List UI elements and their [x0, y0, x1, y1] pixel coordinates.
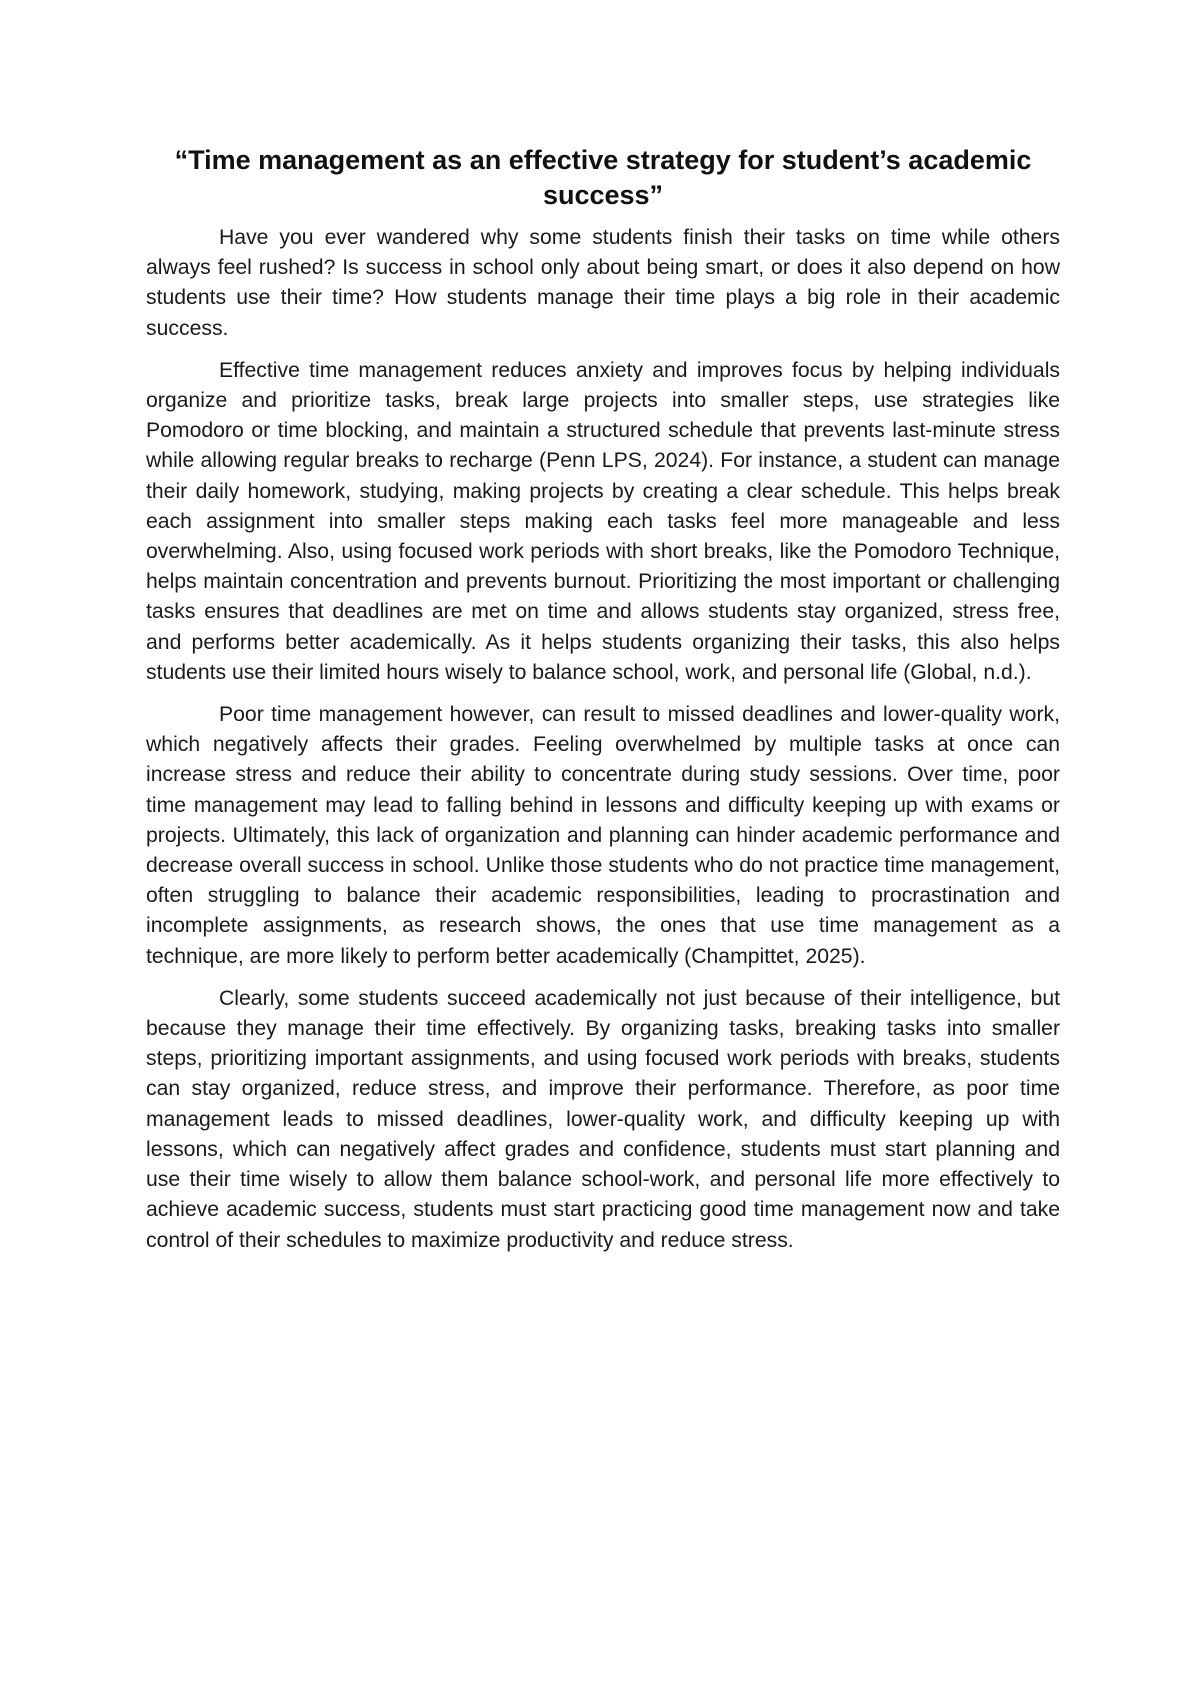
paragraph-conclusion: Clearly, some students succeed academically not just because of their intelligence, but because they manage their time effectively. By organizing tasks, breaking tasks into smaller steps, prioritizing important assignments, and using focused work periods with breaks, students can stay organized, reduce stress, and improve their performance. Therefore, as poor time management leads to missed deadlines, lower-quality work, and difficulty keeping up with lessons, which can negatively affect grades and confidence, students must start planning and use their time wisely to allow them balance school-work, and personal life more effectively to achieve academic success, students must start practicing good time management now and take control of their schedules to maximize productivity and reduce stress. — [146, 986, 1060, 1252]
essay-title: “Time management as an effective strategy for student’s academic success” — [174, 145, 1032, 210]
document-body — [146, 143, 1060, 1256]
paragraph-effective-time-management: Effective time management reduces anxiety and improves focus by helping individuals organize and prioritize tasks, break large projects into smaller steps, use strategies like Pomodoro or time blocking, and maintain a structured schedule that prevents last-minute stress while allowing regular breaks to recharge (Penn LPS, 2024). For instance, a student can manage their daily homework, studying, making projects by creating a clear schedule. This helps break each assignment into smaller steps making each tasks feel more manageable and less overwhelming. Also, using focused work periods with short breaks, like the Pomodoro Technique, helps maintain concentration and prevents burnout. Prioritizing the most important or challenging tasks ensures that deadlines are met on time and allows students stay organized, stress free, and performs better academically. As it helps students organizing their tasks, this also helps students use their limited hours wisely to balance school, work, and personal life (Global, n.d.). — [146, 358, 1060, 684]
paragraph-introduction: Have you ever wandered why some students finish their tasks on time while others always feel rushed? Is success in school only about being smart, or does it also depend on how students use their time? How students manage their time plays a big role in their academic success. — [146, 226, 1060, 340]
paragraph-poor-time-management: Poor time management however, can result to missed deadlines and lower-quality work, which negatively affects their grades. Feeling overwhelmed by multiple tasks at once can increase stress and reduce their ability to concentrate during study sessions. Over time, poor time management may lead to falling behind in lessons and difficulty keeping up with exams or projects. Ultimately, this lack of organization and planning can hinder academic performance and decrease overall success in school. Unlike those students who do not practice time management, often struggling to balance their academic responsibilities, leading to procrastination and incomplete assignments, as research shows, the ones that use time management as a technique, are more likely to perform better academically (Champittet, 2025). — [146, 703, 1060, 968]
